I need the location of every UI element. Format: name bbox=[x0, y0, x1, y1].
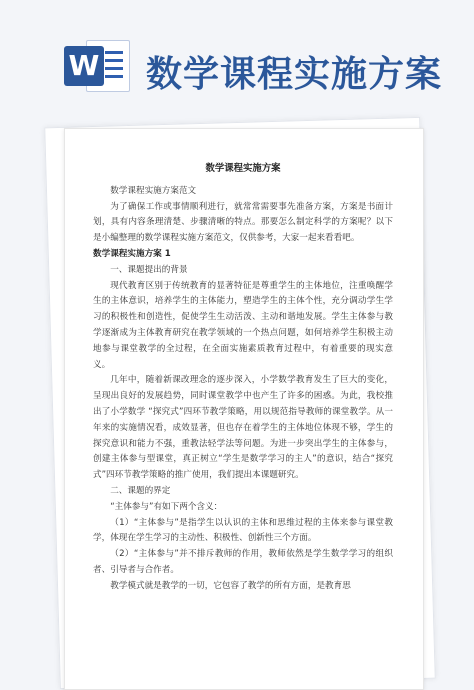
document-content bbox=[93, 161, 393, 595]
subheading-background: 一、课题提出的背景 bbox=[110, 264, 188, 275]
word-document-icon bbox=[60, 36, 132, 94]
document-title: 数学课程实施方案 bbox=[205, 163, 281, 174]
document-page bbox=[64, 128, 424, 690]
subtitle-line: 数学课程实施方案范文 bbox=[110, 185, 197, 196]
header-banner bbox=[0, 0, 474, 112]
banner-title: 数学课程实施方案 bbox=[146, 53, 443, 95]
definition-item-2: （2）“主体参与”并不排斥教师的作用，教师依然是学生数学学习的组织者、引导者与合作者。 bbox=[93, 549, 393, 575]
definition-item-1: （1）“主体参与”是指学生以认识的主体和思维过程的主体来参与课堂教学，体现在学生学习的主动性、积极性、创新性三个方面。 bbox=[93, 517, 393, 544]
paragraph-background: 现代教育区别于传统教育的显著特征是尊重学生的主体地位，注重唤醒学生的主体意识，培养学生的主体能力，塑造学生的主体个性，充分调动学生学习的积极性和创造性，促使学生生动活泼、主动和谐地发展。学生主体参与教学逐渐成为主体教育研究在教学领域的一个热点问题，如何培养学生积极主动地参与课堂教学的全过程，在全面实施素质教育过程中，有着重要的现实意义。 bbox=[93, 280, 393, 370]
word-logo-tile: W bbox=[64, 46, 104, 86]
subheading-definition: 二、课题的界定 bbox=[110, 485, 171, 496]
section-heading: 数学课程实施方案 1 bbox=[93, 248, 171, 259]
intro-paragraph: 为了确保工作或事情顺利进行，就常常需要事先准备方案，方案是书面计划，具有内容条理清楚、步骤清晰的特点。那要怎么制定科学的方案呢？以下是小编整理的数学课程实施方案范文，仅供参考，大家一起来看看吧。 bbox=[93, 201, 393, 244]
paragraph-teaching-model: 教学模式就是教学的一切，它包容了教学的所有方面，是教育思 bbox=[110, 580, 351, 591]
paragraph-years: 几年中，随着新课改理念的逐步深入，小学数学教育发生了巨大的变化，呈现出良好的发展趋势，同时课堂教学中也产生了许多的困惑。为此，我校推出了小学数学 “探究式”四环节教学策略，用以规范指导教师的课堂教学。从一年来的实施情况看，成效显著，但也存在着学生的主体地位体现不够，学生的探究意识和能力不强，重教法轻学法等问题。为进一步突出学生的主体参与，创建主体参与型课堂，真正树立“学生是数学学习的主人”的意识，结合“探究式”四环节教学策略的推广使用，我们提出本课题研究。 bbox=[93, 375, 393, 481]
definition-intro: “主体参与”有如下两个含义： bbox=[110, 501, 223, 512]
